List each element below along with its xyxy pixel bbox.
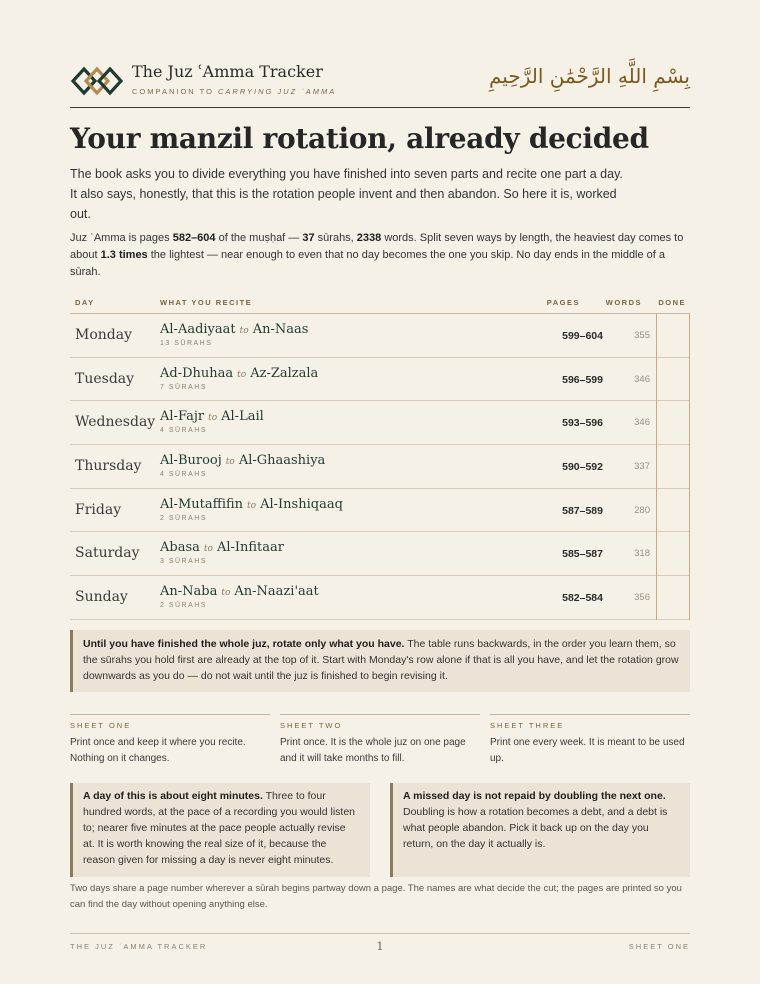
range-to-word: to [208,413,218,424]
surah-count: 4 SŪRAHS [160,427,208,435]
word-count: 346 [634,417,650,429]
word-count: 318 [634,548,650,560]
surah-range [160,409,264,424]
range-to: Al-Ghaashiya [238,453,326,469]
facts-paragraph: Juz ʿAmma is pages 582–604 of the muṣḥaf — 37 sūrahs, 2338 words. Split seven ways by length, the heaviest day comes to about 1.3 times the lightest — near enough to even that no day becomes the one you skip. No day ends in the middle of a sūrah. [70,232,684,278]
word-count: 346 [634,373,650,385]
surah-range [160,453,325,468]
col-words: WORDS [605,298,642,307]
surah-range [160,497,343,512]
range-from: Al-Mutaffifin [160,496,244,512]
eight-minutes-note: A day of this is about eight minutes. Three to four hundred words, at the pace of a recording you would listen to; nearer five minutes at the pace people actually revise at. It is worth knowing the real size of it, because the reason given for missing a day is never eight minutes. [70,783,370,877]
range-from: Al-Aadiyaat [160,322,236,337]
sheet-two: SHEET TWO Print once. It is the whole juz on one page and it will take months to fill. [280,714,480,767]
surah-range [160,322,308,337]
page-range: 587–589 [562,504,603,517]
range-to-word: to [225,457,235,468]
table-row [70,314,690,358]
day-name: Tuesday [75,370,135,387]
app-title: The Juz ʿAmma Tracker [132,62,323,81]
word-count: 355 [634,330,650,341]
table-row [70,576,690,620]
rotation-callout: Until you have finished the whole juz, rotate only what you have. The table runs backwards, in the order you learn them, so the sūrahs you hold first are already at the top of it. Start with Monday's row alone if that is all you have, and let the rotation grow downwards as you do — do not wait until the juz is finished to begin revising it. [70,630,690,692]
table-row [70,445,690,489]
range-to-word: to [247,500,257,511]
page-range: 599–604 [562,330,603,342]
done-checkbox[interactable] [656,401,690,445]
range-to-word: to [203,544,213,555]
range-to: An-Naas [252,322,309,337]
word-count: 337 [634,461,650,473]
done-checkbox[interactable] [656,445,690,489]
range-from: Abasa [160,540,200,556]
missed-day-note: A missed day is not repaid by doubling the next one. Doubling is how a rotation becomes a debt, and a debt is what people abandon. Pick it back up on the day you return, on the day it actually is. [390,783,690,877]
table-row [70,532,690,576]
surah-count: 4 SŪRAHS [160,471,208,479]
col-day: DAY [75,298,95,307]
col-pages: PAGES [546,298,580,307]
intro-paragraph: The book asks you to divide everything you have finished into seven parts and recite one part a day. It also says, honestly, that this is the rotation people invent and then abandon. So here it is, worked out. [70,167,623,221]
surah-count: 3 SŪRAHS [160,558,208,566]
word-count: 280 [634,504,650,516]
range-from: Al-Burooj [160,453,222,469]
range-to-word: to [237,369,247,380]
page-headline: Your manzil rotation, already decided [70,122,649,155]
surah-count: 2 SŪRAHS [160,602,208,610]
page-range: 596–599 [562,373,603,386]
done-checkbox[interactable] [656,358,690,402]
day-name: Friday [75,501,122,518]
footnote: Two days share a page number wherever a sūrah begins partway down a page. The names are what decide the cut; the pages are printed so you can find the day without opening anything else. [70,883,682,910]
table-row [70,401,690,445]
range-to-word: to [221,588,231,599]
footer-sheet: SHEET ONE [628,942,690,951]
day-name: Saturday [75,545,140,562]
range-to: Az-Zalzala [250,365,319,381]
page-range: 593–596 [562,417,603,430]
surah-count: 2 SŪRAHS [160,514,208,522]
table-row [70,358,690,402]
day-name: Monday [75,327,132,343]
range-to: Al-Infitaar [216,540,284,556]
range-to: An-Naazi'aat [234,584,319,600]
day-name: Wednesday [75,414,156,431]
col-done: DONE [658,298,686,307]
page-number: 1 [376,940,384,953]
rotation-table [70,296,690,620]
done-checkbox[interactable] [656,576,690,620]
surah-range [160,540,284,555]
sheet-one: SHEET ONE Print once and keep it where you recite. Nothing on it changes. [70,714,270,767]
table-header [70,296,690,314]
page-range: 582–584 [562,592,603,605]
surah-range [160,366,318,381]
range-to-word: to [239,326,249,336]
day-name: Sunday [75,589,128,606]
interlocking-diamonds-logo [70,66,124,96]
sheet-three: SHEET THREE Print one every week. It is meant to be used up. [490,714,690,767]
table-row [70,489,690,533]
day-name: Thursday [75,458,142,475]
word-count: 356 [634,592,650,604]
surah-count: 13 SŪRAHS [160,340,213,347]
range-from: An-Naba [160,584,218,600]
page-range: 590–592 [562,461,603,474]
range-from: Ad-Dhuhaa [160,365,234,381]
app-subtitle: COMPANION TO CARRYING JUZ ʿAMMA [132,87,337,96]
sheet-descriptions [70,714,690,774]
done-checkbox[interactable] [656,489,690,533]
surah-range [160,584,319,599]
surah-count: 7 SŪRAHS [160,383,208,391]
done-checkbox[interactable] [656,532,690,576]
table-body [70,314,690,620]
bismillah-calligraphy: بِسْمِ اللَّهِ الرَّحْمَٰنِ الرَّحِيمِ [488,64,690,88]
done-checkbox[interactable] [656,314,690,358]
range-from: Al-Fajr [160,409,205,425]
col-what: WHAT YOU RECITE [160,298,253,307]
page-range: 585–587 [562,548,603,561]
range-to: Al-Inshiqaaq [260,496,343,512]
page-footer [70,933,690,963]
footer-title: THE JUZ ʿAMMA TRACKER [70,942,208,951]
range-to: Al-Lail [221,409,264,425]
masthead [70,58,690,108]
